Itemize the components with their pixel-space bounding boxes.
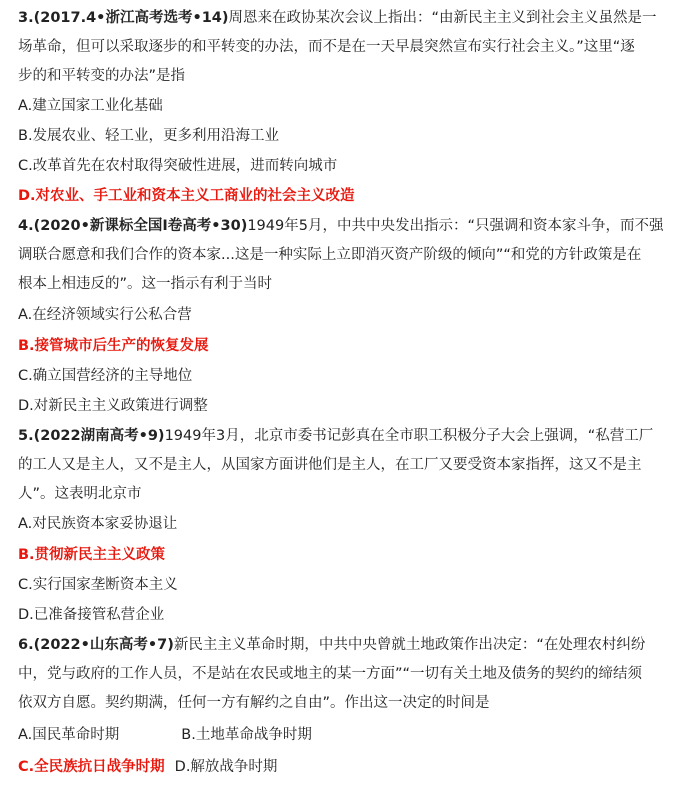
question-5-stem-2: 的工人又是主人，又不是主人，从国家方面讲他们是主人，在工厂又要受资本家指挥，这又不是主 [18,457,642,473]
question-3-head: 3.(2017.4•浙江高考选考•14) [18,10,229,26]
question-6-stem-1: 新民主主义革命时期，中共中央曾就土地政策作出决定：“在处理农村纠纷 [173,637,646,653]
question-6-options-row-1 [18,725,682,745]
question-3-line-1 [18,8,682,28]
question-4-stem-2: 调联合愿意和我们合作的资本家...这是一种实际上立即消灭资产阶级的倾向”“和党的方针政策是在 [18,247,642,263]
question-5-option-a: A.对民族资本家妥协退让 [18,516,178,532]
question-5-option-b-answer: B.贯彻新民主主义政策 [18,547,166,563]
question-3-stem-2: 场革命，但可以采取逐步的和平转变的办法，而不是在一天早晨突然宣布实行社会主义。”这里“逐 [18,39,635,55]
question-5-option-c: C.实行国家垄断资本主义 [18,577,178,593]
question-4-stem-3: 根本上相违反的”。这一指示有利于当时 [18,276,273,292]
question-5-head: 5.(2022湖南高考•9) [18,428,165,444]
question-3-option-b: B.发展农业、轻工业，更多利用沿海工业 [18,128,280,144]
question-3-option-d-answer: D.对农业、手工业和资本主义工商业的社会主义改造 [18,188,355,204]
question-5-line-1 [18,426,682,446]
question-6-head: 6.(2022•山东高考•7) [18,637,174,653]
question-4-option-d: D.对新民主主义政策进行调整 [18,398,208,414]
question-6-option-c-answer: C.全民族抗日战争时期 [18,759,165,775]
question-5-option-d: D.已准备接管私营企业 [18,607,165,623]
question-4-option-c: C.确立国营经济的主导地位 [18,368,193,384]
question-6-options-row-2 [18,757,682,777]
question-6-stem-2: 中，党与政府的工作人员，不是站在农民或地主的某一方面”“一切有关土地及债务的契约的缔结须 [18,666,643,682]
question-6-option-d: D.解放战争时期 [174,759,278,775]
question-5-stem-3: 人”。这表明北京市 [18,486,142,502]
question-5-stem-1: 1949年3月，北京市委书记彭真在全市职工积极分子大会上强调，“私营工厂 [164,428,654,444]
question-4-option-b-answer: B.接管城市后生产的恢复发展 [18,338,209,354]
question-3-stem-3: 步的和平转变的办法”是指 [18,68,186,84]
question-4-line-1 [18,216,682,236]
question-6-option-b: B.土地革命战争时期 [181,727,312,743]
question-4-head: 4.(2020•新课标全国Ⅰ卷高考•30) [18,218,248,234]
question-6-line-1 [18,635,682,655]
question-4-option-a: A.在经济领域实行公私合营 [18,307,192,323]
question-6-stem-3: 依双方自愿。契约期满，任何一方有解约之自由”。作出这一决定的时间是 [18,695,490,711]
question-6-option-a: A.国民革命时期 [18,727,120,743]
question-4-stem-1: 1949年5月，中共中央发出指示：“只强调和资本家斗争，而不强 [247,218,664,234]
question-3-option-a: A.建立国家工业化基础 [18,98,163,114]
question-3-stem-1: 周恩来在政协某次会议上指出：“由新民主主义到社会主义虽然是一 [228,10,657,26]
question-3-option-c: C.改革首先在农村取得突破性进展，进而转向城市 [18,158,338,174]
